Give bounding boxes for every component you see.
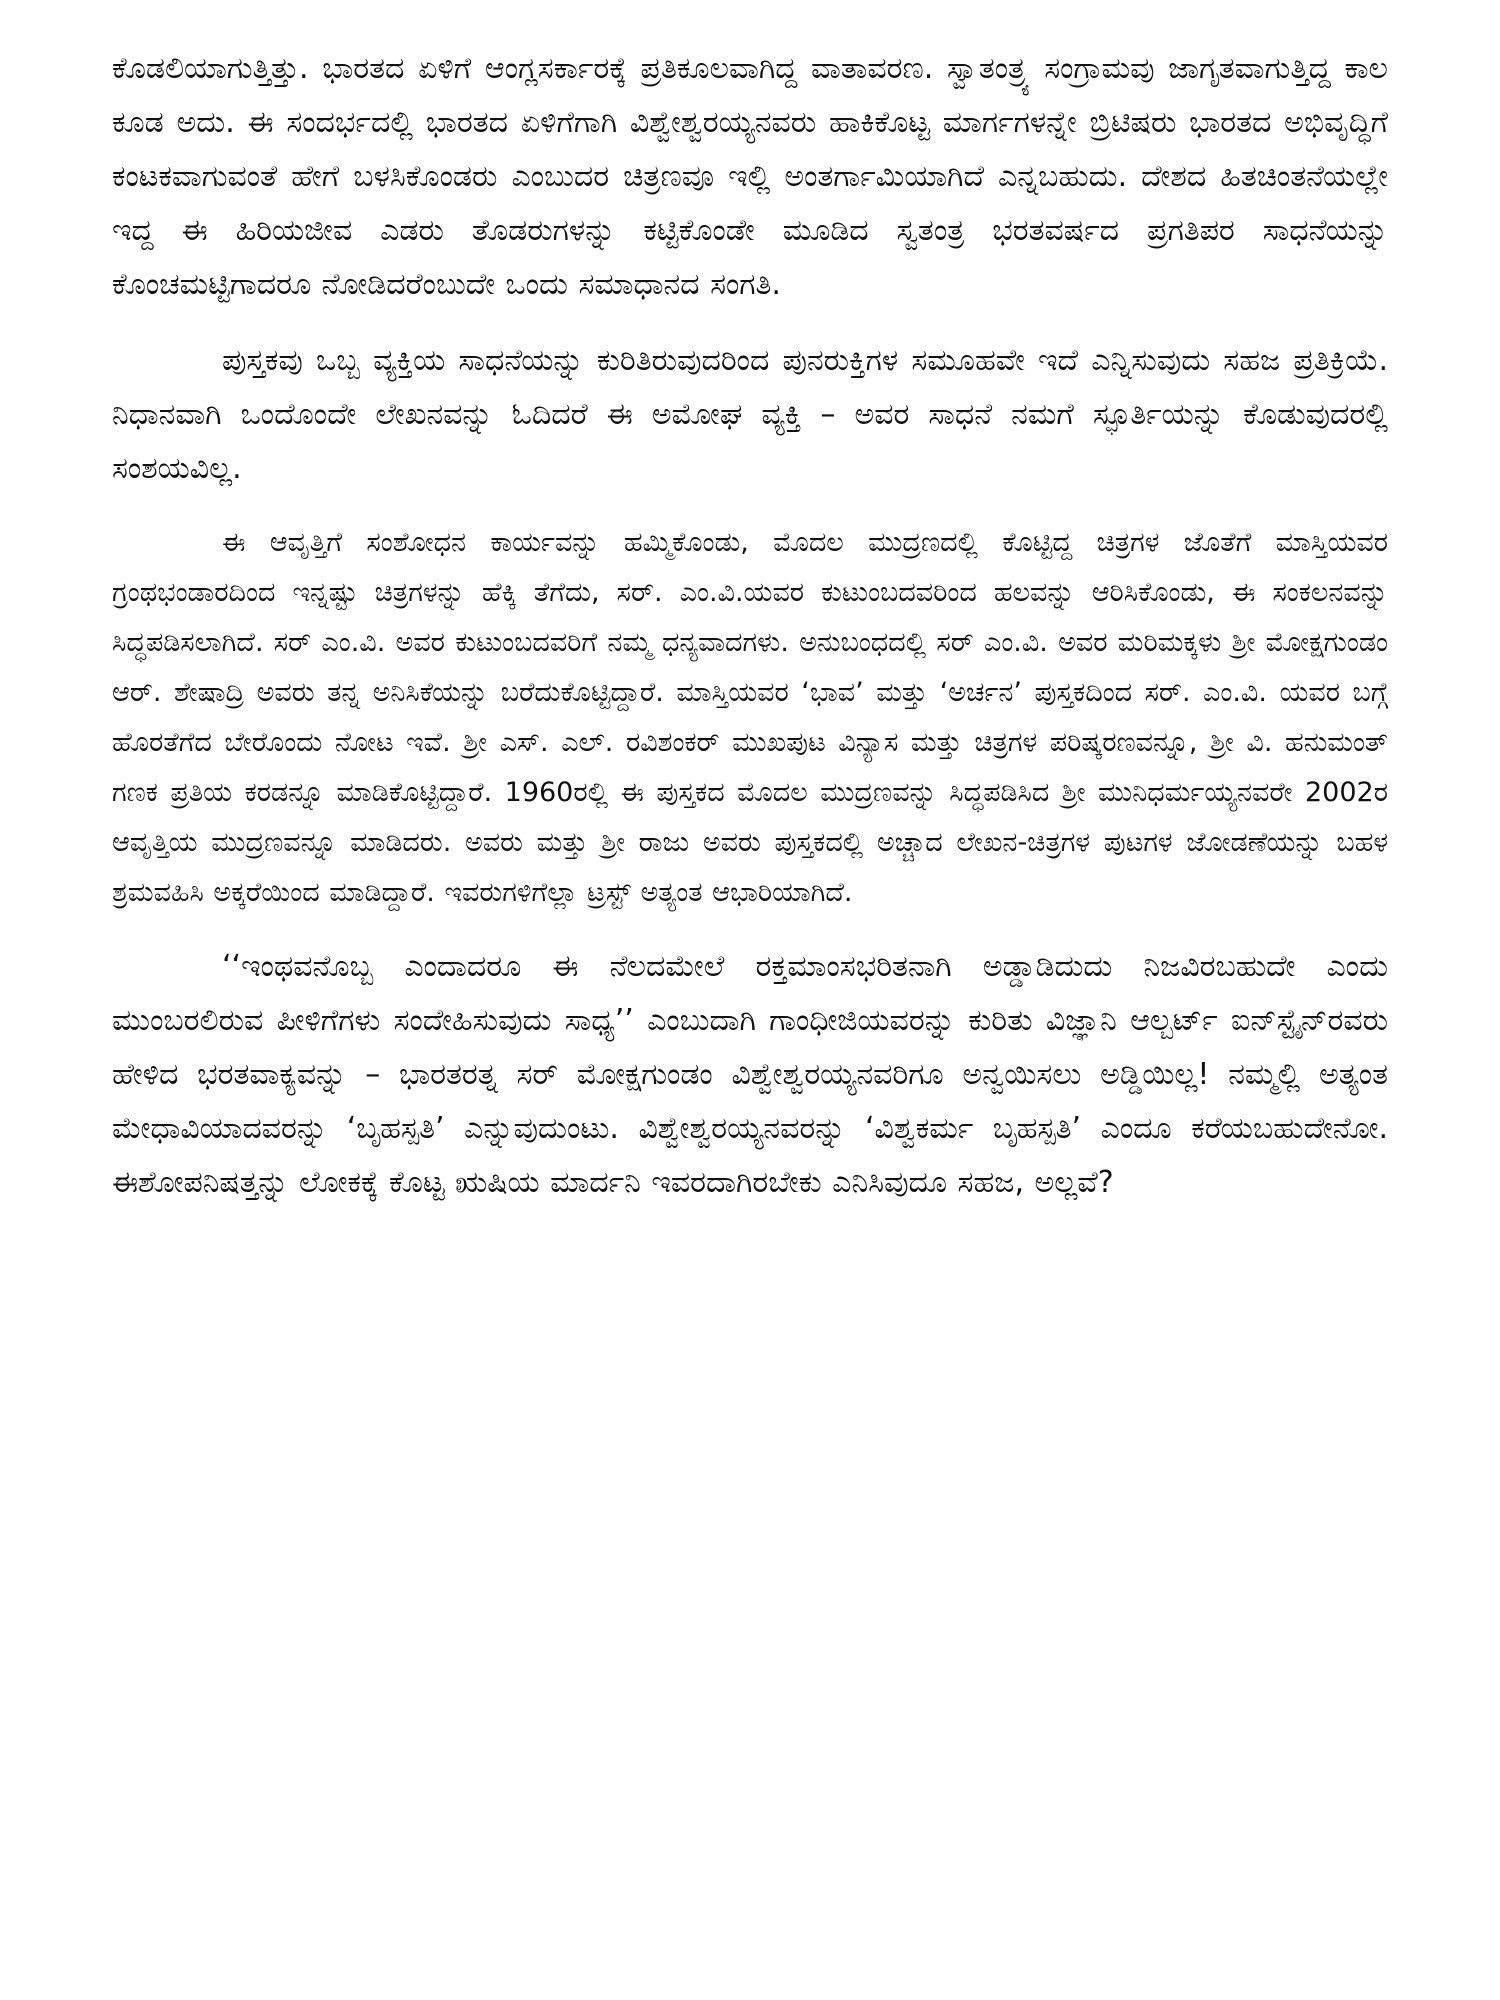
paragraph-1: ಕೊಡಲಿಯಾಗುತ್ತಿತ್ತು. ಭಾರತದ ಏಳಿಗೆ ಆಂಗ್ಲಸರ್ಕಾರಕ್ಕೆ ಪ್ರತಿಕೂಲವಾಗಿದ್ದ ವಾತಾವರಣ. ಸ್ವಾತಂತ್ರ್ಯ ಸಂಗ್ರಾಮವು ಜಾಗೃತವಾಗುತ್ತಿದ್ದ ಕಾಲ ಕೂಡ ಅದು. ಈ ಸಂದರ್ಭದಲ್ಲಿ ಭಾರತದ ಏಳಿಗೆಗಾಗಿ ವಿಶ್ವೇಶ್ವರಯ್ಯನವರು ಹಾಕಿಕೊಟ್ಟ ಮಾರ್ಗಗಳನ್ನೇ ಬ್ರಿಟಿಷರು ಭಾರತದ ಅಭಿವೃದ್ಧಿಗೆ ಕಂಟಕವಾಗುವಂತೆ ಹೇಗೆ ಬಳಸಿಕೊಂಡರು ಎಂಬುದರ ಚಿತ್ರಣವೂ ಇಲ್ಲಿ ಅಂತರ್ಗಾಮಿಯಾಗಿದೆ ಎನ್ನಬಹುದು. ದೇಶದ ಹಿತಚಿಂತನೆಯಲ್ಲೇ ಇದ್ದ ಈ ಹಿರಿಯಜೀವ ಎಡರು ತೊಡರುಗಳನ್ನು ಕಟ್ಟಿಕೊಂಡೇ ಮೂಡಿದ ಸ್ವತಂತ್ರ ಭರತವರ್ಷದ ಪ್ರಗತಿಪರ ಸಾಧನೆಯನ್ನು ಕೊಂಚಮಟ್ಟಿಗಾದರೂ ನೋಡಿದರೆಂಬುದೇ ಒಂದು ಸಮಾಧಾನದ ಸಂಗತಿ.: [112, 51, 1388, 302]
document-page: [112, 42, 1388, 1942]
paragraph-4: ‘‘ಇಂಥವನೊಬ್ಬ ಎಂದಾದರೂ ಈ ನೆಲದಮೇಲೆ ರಕ್ತಮಾಂಸಭರಿತನಾಗಿ ಅಡ್ಡಾಡಿದುದು ನಿಜವಿರಬಹುದೇ ಎಂದು ಮುಂಬರಲಿರುವ ಪೀಳಿಗೆಗಳು ಸಂದೇಹಿಸುವುದು ಸಾಧ್ಯ’’ ಎಂಬುದಾಗಿ ಗಾಂಧೀಜಿಯವರನ್ನು ಕುರಿತು ವಿಜ್ಞಾನಿ ಆಲ್ಬರ್ಟ್ ಐನ್‌ಸ್ಟೈನ್‌ರವರು ಹೇಳಿದ ಭರತವಾಕ್ಯವನ್ನು – ಭಾರತರತ್ನ ಸರ್ ಮೋಕ್ಷಗುಂಡಂ ವಿಶ್ವೇಶ್ವರಯ್ಯನವರಿಗೂ ಅನ್ವಯಿಸಲು ಅಡ್ಡಿಯಿಲ್ಲ! ನಮ್ಮಲ್ಲಿ ಅತ್ಯಂತ ಮೇಧಾವಿಯಾದವರನ್ನು ‘ಬೃಹಸ್ಪತಿ’ ಎನ್ನುವುದುಂಟು. ವಿಶ್ವೇಶ್ವರಯ್ಯನವರನ್ನು ‘ವಿಶ್ವಕರ್ಮ ಬೃಹಸ್ಪತಿ’ ಎಂದೂ ಕರೆಯಬಹುದೇನೋ. ಈಶೋಪನಿಷತ್ತನ್ನು ಲೋಕಕ್ಕೆ ಕೊಟ್ಟ ಋಷಿಯ ಮಾರ್ದನಿ ಇವರದಾಗಿರಬೇಕು ಎನಿಸಿವುದೂ ಸಹಜ, ಅಲ್ಲವೆ?: [112, 949, 1388, 1200]
paragraph-3: ಈ ಆವೃತ್ತಿಗೆ ಸಂಶೋಧನ ಕಾರ್ಯವನ್ನು ಹಮ್ಮಿಕೊಂಡು, ಮೊದಲ ಮುದ್ರಣದಲ್ಲಿ ಕೊಟ್ಟಿದ್ದ ಚಿತ್ರಗಳ ಜೊತೆಗೆ ಮಾಸ್ತಿಯವರ ಗ್ರಂಥಭಂಡಾರದಿಂದ ಇನ್ನಷ್ಟು ಚಿತ್ರಗಳನ್ನು ಹೆಕ್ಕಿ ತೆಗೆದು, ಸರ್. ಎಂ.ವಿ.ಯವರ ಕುಟುಂಬದವರಿಂದ ಹಲವನ್ನು ಆರಿಸಿಕೊಂಡು, ಈ ಸಂಕಲನವನ್ನು ಸಿದ್ಧಪಡಿಸಲಾಗಿದೆ. ಸರ್ ಎಂ.ವಿ. ಅವರ ಕುಟುಂಬದವರಿಗೆ ನಮ್ಮ ಧನ್ಯವಾದಗಳು. ಅನುಬಂಧದಲ್ಲಿ ಸರ್ ಎಂ.ವಿ. ಅವರ ಮರಿಮಕ್ಕಳು ಶ್ರೀ ಮೋಕ್ಷಗುಂಡಂ ಆರ್. ಶೇಷಾದ್ರಿ ಅವರು ತನ್ನ ಅನಿಸಿಕೆಯನ್ನು ಬರೆದುಕೊಟ್ಟಿದ್ದಾರೆ. ಮಾಸ್ತಿಯವರ ‘ಭಾವ’ ಮತ್ತು ‘ಅರ್ಚನ’ ಪುಸ್ತಕದಿಂದ ಸರ್. ಎಂ.ವಿ. ಯವರ ಬಗ್ಗೆ ಹೊರತೆಗೆದ ಬೇರೊಂದು ನೋಟ ಇವೆ. ಶ್ರೀ ಎಸ್. ಎಲ್. ರವಿಶಂಕರ್ ಮುಖಪುಟ ವಿನ್ಯಾಸ ಮತ್ತು ಚಿತ್ರಗಳ ಪರಿಷ್ಕರಣವನ್ನೂ, ಶ್ರೀ ವಿ. ಹನುಮಂತ್ ಗಣಕ ಪ್ರತಿಯ ಕರಡನ್ನೂ ಮಾಡಿಕೊಟ್ಟಿದ್ದಾರೆ. 1960ರಲ್ಲಿ ಈ ಪುಸ್ತಕದ ಮೊದಲ ಮುದ್ರಣವನ್ನು ಸಿದ್ಧಪಡಿಸಿದ ಶ್ರೀ ಮುನಿಧರ್ಮಯ್ಯನವರೇ 2002ರ ಆವೃತ್ತಿಯ ಮುದ್ರಣವನ್ನೂ ಮಾಡಿದರು. ಅವರು ಮತ್ತು ಶ್ರೀ ರಾಜು ಅವರು ಪುಸ್ತಕದಲ್ಲಿ ಅಚ್ಚಾದ ಲೇಖನ-ಚಿತ್ರಗಳ ಪುಟಗಳ ಜೋಡಣೆಯನ್ನು ಬಹಳ ಶ್ರಮವಹಿಸಿ ಅಕ್ಕರೆಯಿಂದ ಮಾಡಿದ್ದಾರೆ. ಇವರುಗಳಿಗೆಲ್ಲಾ ಟ್ರಸ್ಟ್ ಅತ್ಯಂತ ಆಭಾರಿಯಾಗಿದೆ.: [112, 527, 1388, 908]
paragraph-2: ಪುಸ್ತಕವು ಒಬ್ಬ ವ್ಯಕ್ತಿಯ ಸಾಧನೆಯನ್ನು ಕುರಿತಿರುವುದರಿಂದ ಪುನರುಕ್ತಿಗಳ ಸಮೂಹವೇ ಇದೆ ಎನ್ನಿಸುವುದು ಸಹಜ ಪ್ರತಿಕ್ರಿಯೆ. ನಿಧಾನವಾಗಿ ಒಂದೊಂದೇ ಲೇಖನವನ್ನು ಓದಿದರೆ ಈ ಅಮೋಘ ವ್ಯಕ್ತಿ – ಅವರ ಸಾಧನೆ ನಮಗೆ ಸ್ಫೂರ್ತಿಯನ್ನು ಕೊಡುವುದರಲ್ಲಿ ಸಂಶಯವಿಲ್ಲ.: [112, 343, 1388, 486]
